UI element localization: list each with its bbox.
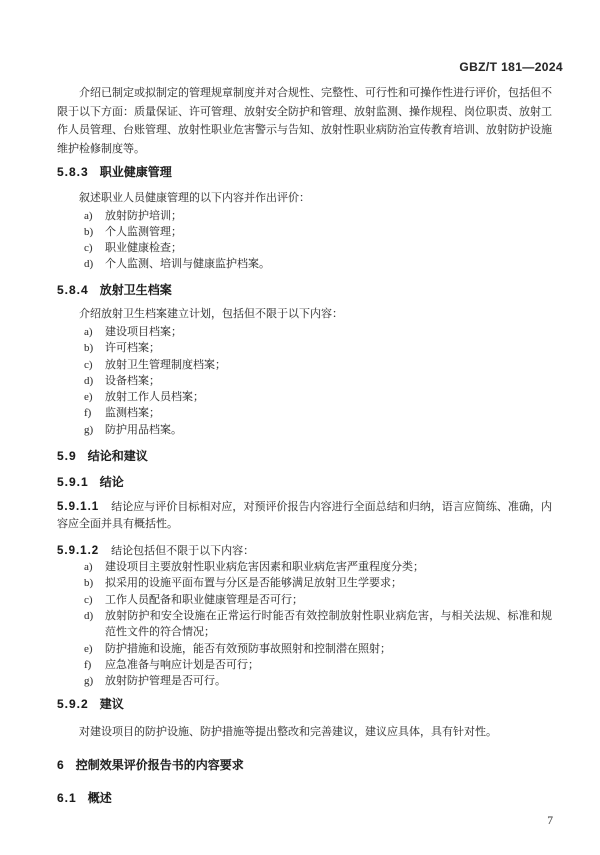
section-heading-5-9-1 bbox=[57, 474, 552, 491]
list-item bbox=[57, 422, 552, 438]
list-item bbox=[57, 559, 552, 575]
list-item-text: 个人监测管理； bbox=[105, 226, 182, 238]
list-item bbox=[57, 240, 552, 256]
list-item-label: b) bbox=[84, 226, 94, 238]
list-item-label: c) bbox=[84, 593, 93, 606]
list-item-text: 应急准备与响应计划是否可行； bbox=[105, 658, 259, 671]
section-number: 6 bbox=[57, 758, 65, 773]
section-heading-6-1 bbox=[57, 790, 552, 807]
section-heading-5-8-4 bbox=[57, 282, 552, 299]
section-number: 5.8.3 bbox=[57, 165, 89, 179]
section-title: 结论 bbox=[99, 475, 124, 490]
section-title: 职业健康管理 bbox=[99, 165, 172, 179]
section-5-8-3-intro: 叙述职业人员健康管理的以下内容并作出评价： bbox=[79, 192, 310, 204]
list-item-label: a) bbox=[84, 561, 93, 574]
list-item-text: 个人监测、培训与健康监护档案。 bbox=[105, 258, 270, 270]
list-item-label: e) bbox=[84, 391, 93, 404]
standard-number: GBZ/T 181—2024 bbox=[459, 60, 563, 74]
list-item-text: 放射防护培训； bbox=[105, 210, 182, 222]
list-item bbox=[57, 373, 552, 389]
section-5-9-2-paragraph: 对建设项目的防护设施、防护措施等提出整改和完善建议，建议应具体，具有针对性。 bbox=[79, 726, 497, 739]
clause-5-9-1-2 bbox=[57, 543, 552, 559]
list-item-label: f) bbox=[84, 658, 92, 671]
list-item-label: a) bbox=[84, 210, 93, 222]
section-number: 5.9.2 bbox=[57, 697, 89, 712]
section-number: 5.9 bbox=[57, 449, 77, 464]
list-item-text: 放射卫生管理制度档案； bbox=[105, 358, 226, 371]
list-item bbox=[57, 256, 552, 272]
clause-number: 5.9.1.1 bbox=[57, 501, 100, 514]
list-item-label: f) bbox=[84, 407, 92, 420]
list-item-label: g) bbox=[84, 423, 94, 436]
clause-text: 结论应与评价目标相对应，对预评价报告内容进行全面总结和归纳，语言应简练、准确，内容应全面并具有概括性。 bbox=[57, 501, 552, 530]
page-body bbox=[57, 0, 552, 807]
section-number: 5.9.1 bbox=[57, 475, 89, 490]
page-number: 7 bbox=[547, 815, 553, 827]
list-item-text: 拟采用的设施平面布置与分区是否能够满足放射卫生学要求； bbox=[105, 577, 402, 590]
clause-5-9-1-2-list bbox=[57, 559, 552, 689]
list-item-label: d) bbox=[84, 374, 94, 387]
list-item bbox=[57, 673, 552, 689]
clause-5-9-1-1 bbox=[57, 499, 552, 532]
list-item bbox=[57, 657, 552, 673]
section-5-8-4-list bbox=[57, 324, 552, 438]
clause-number: 5.9.1.2 bbox=[57, 545, 100, 558]
list-item bbox=[57, 324, 552, 340]
list-item-text: 职业健康检查； bbox=[105, 242, 182, 254]
list-item-text: 建设项目档案； bbox=[105, 326, 182, 338]
list-item bbox=[57, 357, 552, 373]
section-heading-5-8-3 bbox=[57, 164, 552, 181]
section-title: 控制效果评价报告书的内容要求 bbox=[75, 758, 244, 773]
list-item-label: g) bbox=[84, 675, 94, 688]
list-item-label: c) bbox=[84, 358, 93, 371]
list-item-text: 建设项目主要放射性职业病危害因素和职业病危害严重程度分类； bbox=[105, 561, 424, 574]
list-item bbox=[57, 575, 552, 591]
list-item-text: 防护用品档案。 bbox=[105, 423, 182, 436]
paragraph-management-systems: 介绍已制定或拟制定的管理规章制度并对合规性、完整性、可行性和可操作性进行评价，包括但不限于以下方面：质量保证、许可管理、放射安全防护和管理、放射监测、操作规程、岗位职责、放射工作人员管理、台账管理、放射性职业危害警示与告知、放射性职业病防治宣传教育培训、放射防护设施维护检修制度等。 bbox=[57, 87, 552, 155]
section-number: 6.1 bbox=[57, 791, 77, 806]
list-item bbox=[57, 389, 552, 405]
section-heading-5-9-2 bbox=[57, 696, 552, 713]
list-item-label: e) bbox=[84, 642, 93, 655]
list-item-label: c) bbox=[84, 242, 93, 254]
list-item-text: 监测档案； bbox=[105, 407, 160, 420]
section-heading-5-9 bbox=[57, 448, 552, 465]
list-item bbox=[57, 224, 552, 240]
section-5-8-3-list bbox=[57, 208, 552, 272]
list-item-label: a) bbox=[84, 326, 93, 338]
list-item-text: 设备档案； bbox=[105, 374, 160, 387]
list-item-text: 许可档案； bbox=[105, 342, 160, 355]
list-item bbox=[57, 405, 552, 421]
clause-text: 结论包括但不限于以下内容： bbox=[111, 545, 255, 558]
list-item-text: 工作人员配备和职业健康管理是否可行； bbox=[105, 593, 303, 606]
list-item-label: d) bbox=[84, 609, 94, 622]
list-item bbox=[57, 208, 552, 224]
list-item-text: 放射防护管理是否可行。 bbox=[105, 675, 226, 688]
list-item bbox=[57, 608, 552, 641]
list-item bbox=[57, 592, 552, 608]
section-title: 建议 bbox=[99, 697, 124, 712]
list-item-text: 放射防护和安全设施在正常运行时能否有效控制放射性职业病危害，与相关法规、标准和规范性文件的符合情况； bbox=[105, 609, 552, 639]
list-item-label: b) bbox=[84, 342, 94, 355]
list-item bbox=[57, 641, 552, 657]
section-heading-6 bbox=[57, 757, 552, 774]
list-item-label: b) bbox=[84, 577, 94, 590]
list-item-text: 防护措施和设施，能否有效预防事故照射和控制潜在照射； bbox=[105, 642, 391, 655]
list-item-label: d) bbox=[84, 258, 94, 270]
section-title: 结论和建议 bbox=[87, 449, 148, 464]
section-title: 概述 bbox=[87, 791, 112, 806]
section-number: 5.8.4 bbox=[57, 283, 89, 297]
list-item bbox=[57, 340, 552, 356]
section-title: 放射卫生档案 bbox=[99, 283, 172, 297]
section-5-8-4-intro: 介绍放射卫生档案建立计划，包括但不限于以下内容： bbox=[79, 308, 343, 320]
list-item-text: 放射工作人员档案； bbox=[105, 391, 204, 404]
